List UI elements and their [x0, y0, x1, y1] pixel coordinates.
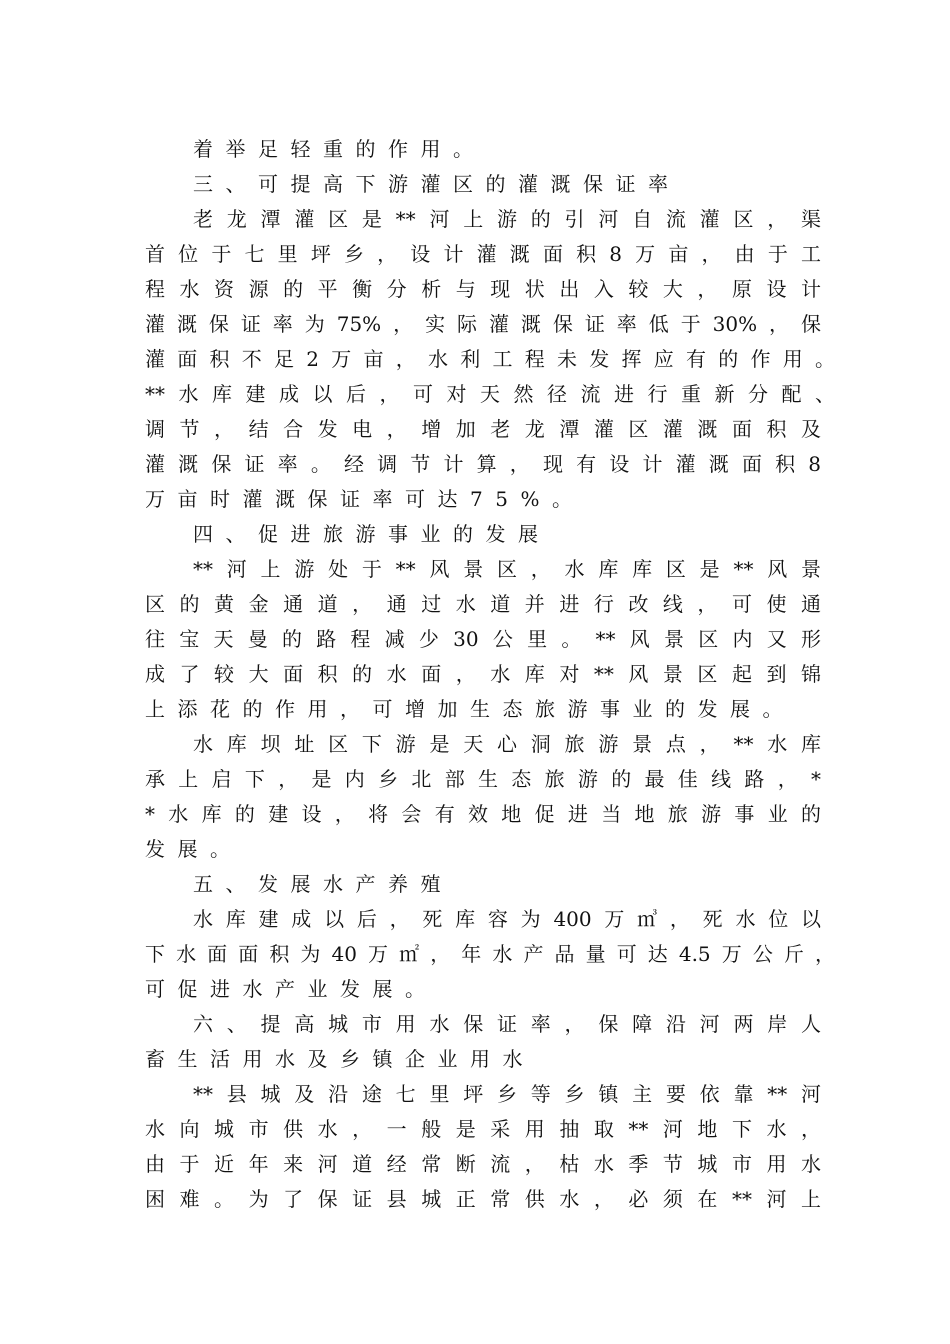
text-line: 下水面面积为40万㎡，年水产品量可达4.5万公斤， [145, 942, 835, 966]
text-line: 水库建成以后，死库容为400万㎥，死水位以 [193, 907, 821, 931]
text-line: 万亩时灌溉保证率可达75%。 [145, 487, 585, 511]
section-heading: 四、促进旅游事业的发展 [193, 522, 551, 546]
section-heading: 五、发展水产养殖 [193, 872, 453, 896]
text-line: 区的黄金通道，通过水道并进行改线，可使通 [145, 592, 821, 616]
text-line: **水库建成以后，可对天然径流进行重新分配、 [145, 382, 835, 406]
text-line: 调节，结合发电，增加老龙潭灌区灌溉面积及 [145, 417, 821, 441]
text-line: 程水资源的平衡分析与现状出入较大，原设计 [145, 277, 821, 301]
text-line: 首位于七里坪乡，设计灌溉面积8万亩，由于工 [145, 242, 821, 266]
section-heading: 六、提高城市用水保证率，保障沿河两岸人 [193, 1012, 821, 1036]
text-line: 水库坝址区下游是天心洞旅游景点，**水库 [193, 732, 821, 756]
text-line: 上添花的作用，可增加生态旅游事业的发展。 [145, 697, 795, 721]
text-line: 水向城市供水，一般是采用抽取**河地下水， [145, 1117, 821, 1141]
text-line: 可促进水产业发展。 [145, 977, 438, 1001]
text-line: 灌溉保证率为75%，实际灌溉保证率低于30%，保 [145, 312, 821, 336]
text-line: **河上游处于**风景区，水库库区是**风景 [193, 557, 821, 581]
text-line: 成了较大面积的水面，水库对**风景区起到锦 [145, 662, 821, 686]
text-line: 由于近年来河道经常断流，枯水季节城市用水 [145, 1152, 821, 1176]
text-line: 往宝天曼的路程减少30公里。**风景区内又形 [145, 627, 821, 651]
text-line: 发展。 [145, 837, 243, 861]
section-heading: 三、可提高下游灌区的灌溉保证率 [193, 172, 681, 196]
text-line: **县城及沿途七里坪乡等乡镇主要依靠**河 [193, 1082, 821, 1106]
text-line: 困难。为了保证县城正常供水，必须在**河上 [145, 1187, 821, 1211]
text-line: 着举足轻重的作用。 [193, 137, 486, 161]
text-line: 老龙潭灌区是**河上游的引河自流灌区，渠 [193, 207, 821, 231]
text-line: 灌溉保证率。经调节计算，现有设计灌溉面积8 [145, 452, 821, 476]
text-line: *水库的建设，将会有效地促进当地旅游事业的 [145, 802, 821, 826]
text-line: 灌面积不足2万亩，水利工程未发挥应有的作用。 [145, 347, 835, 371]
text-line: 承上启下，是内乡北部生态旅游的最佳线路，* [145, 767, 821, 791]
section-heading-continued: 畜生活用水及乡镇企业用水 [145, 1047, 535, 1071]
